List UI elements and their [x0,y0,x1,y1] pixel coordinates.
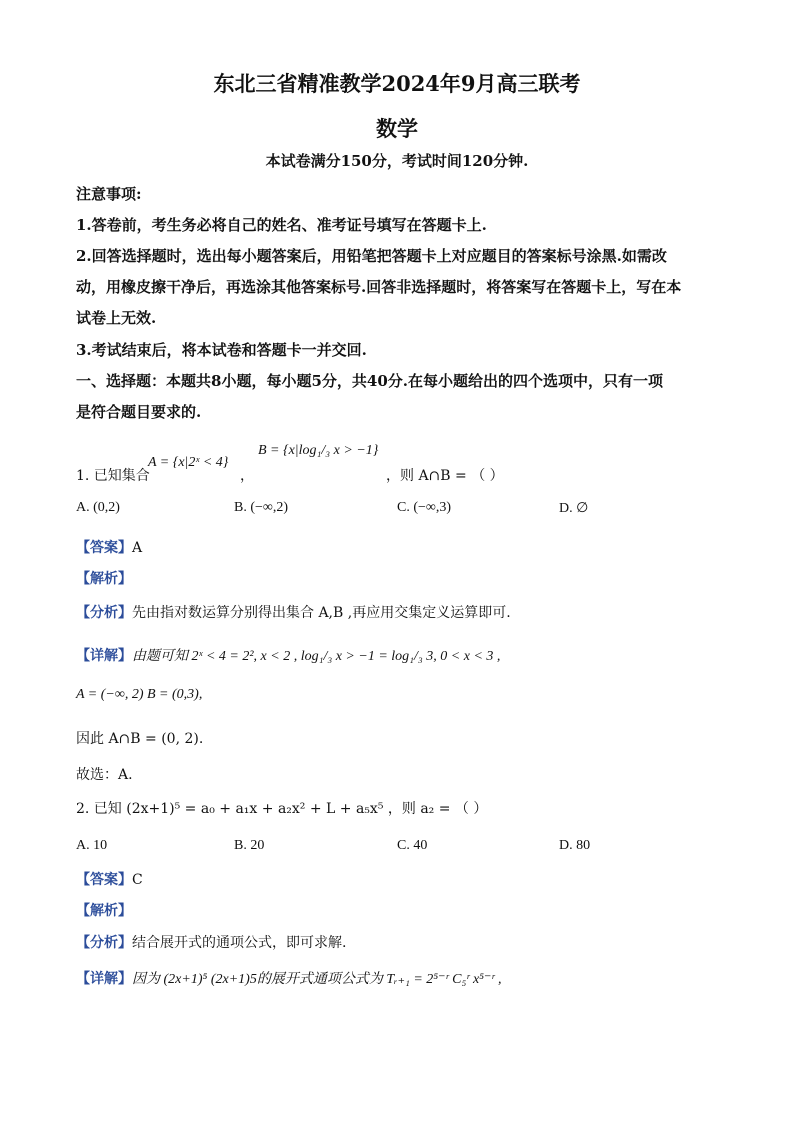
q1-detail-2: A = (−∞, 2) B = (0,3), [76,687,203,702]
exam-title: 东北三省精准教学2024年9月高三联考 [213,71,581,96]
q1-set-b: B = {x|log₁/₃ x > −1} [258,443,379,458]
note-2-line-3: 试卷上无效. [76,309,157,327]
q1-comma: ， [240,468,254,484]
q1-option-a: A. (0,2) [76,500,120,515]
q1-set-a: A = {x|2ˣ < 4} [148,455,229,470]
q1-fenxi: 先由指对数运算分别得出集合 A,B ,再应用交集定义运算即可. [132,605,511,621]
q2-option-a: A. 10 [76,838,108,853]
q2-stem: 2. 已知 (2x+1)⁵ = a₀ + a₁x + a₂x² + L + a₅x⁵ ，则 a₂ = （ ） [76,801,488,817]
q1-option-d: D. ∅ [559,501,589,516]
q2-option-c: C. 40 [397,838,428,853]
q2-detail-line [76,968,502,988]
q1-fenxi-line [76,602,511,622]
note-1: 1.答卷前，考生务必将自己的姓名、准考证号填写在答题卡上. [76,216,487,234]
q1-detail-3: 因此 A∩B = (0, 2). [76,731,204,747]
q2-fenxi: 结合展开式的通项公式，即可求解. [132,935,347,951]
q2-option-d: D. 80 [559,838,591,853]
q1-option-c: C. (−∞,3) [397,500,452,515]
q2-fenxi-tag: 【分析】 [76,935,132,951]
q2-answer-line [76,869,143,889]
q1-xiangjie-tag: 【详解】 [76,648,132,664]
q1-answer: A [132,540,143,556]
q2-answer-tag: 【答案】 [76,872,132,888]
section-heading-line-1: 一、选择题：本题共8小题，每小题5分，共40分.在每小题给出的四个选项中，只有一项 [76,372,663,390]
q1-fenxi-tag: 【分析】 [76,605,132,621]
q1-analysis-tag: 【解析】 [76,571,132,587]
q1-detail-line [76,645,500,665]
q1-answer-tag: 【答案】 [76,540,132,556]
q1-answer-line [76,537,142,557]
q1-detail-1: 由题可知 2ˣ < 4 = 2², x < 2 , log₁/₃ x > −1 = log₁/₃ 3, 0 < x < 3 , [132,649,501,664]
score-info: 本试卷满分150分，考试时间120分钟. [265,152,529,170]
q1-option-b: B. (−∞,2) [234,500,289,515]
q1-prefix: 1. 已知集合 [76,468,150,484]
q1-ask: ，则 A∩B = （ ） [386,468,504,484]
subject-title: 数学 [376,116,418,141]
q2-detail-1: 因为 (2x+1)⁵ (2x+1)5的展开式通项公式为 Tᵣ₊₁ = 2⁵⁻ʳ C₅ʳ x⁵⁻ʳ , [132,972,502,987]
q2-analysis-tag: 【解析】 [76,903,132,919]
note-3: 3.考试结束后，将本试卷和答题卡一并交回. [76,341,367,359]
notes-heading: 注意事项: [76,185,142,203]
section-heading-line-2: 是符合题目要求的. [76,403,202,421]
note-2-line-1: 2.回答选择题时，选出每小题答案后，用铅笔把答题卡上对应题目的答案标号涂黑.如需改 [76,247,667,265]
q2-fenxi-line [76,932,346,952]
q2-option-b: B. 20 [234,838,265,853]
q1-conclusion: 故选：A. [76,767,133,783]
note-2-line-2: 动，用橡皮擦干净后，再选涂其他答案标号.回答非选择题时，将答案写在答题卡上，写在本 [76,278,682,296]
q2-xiangjie-tag: 【详解】 [76,971,132,987]
q2-answer: C [132,872,143,888]
